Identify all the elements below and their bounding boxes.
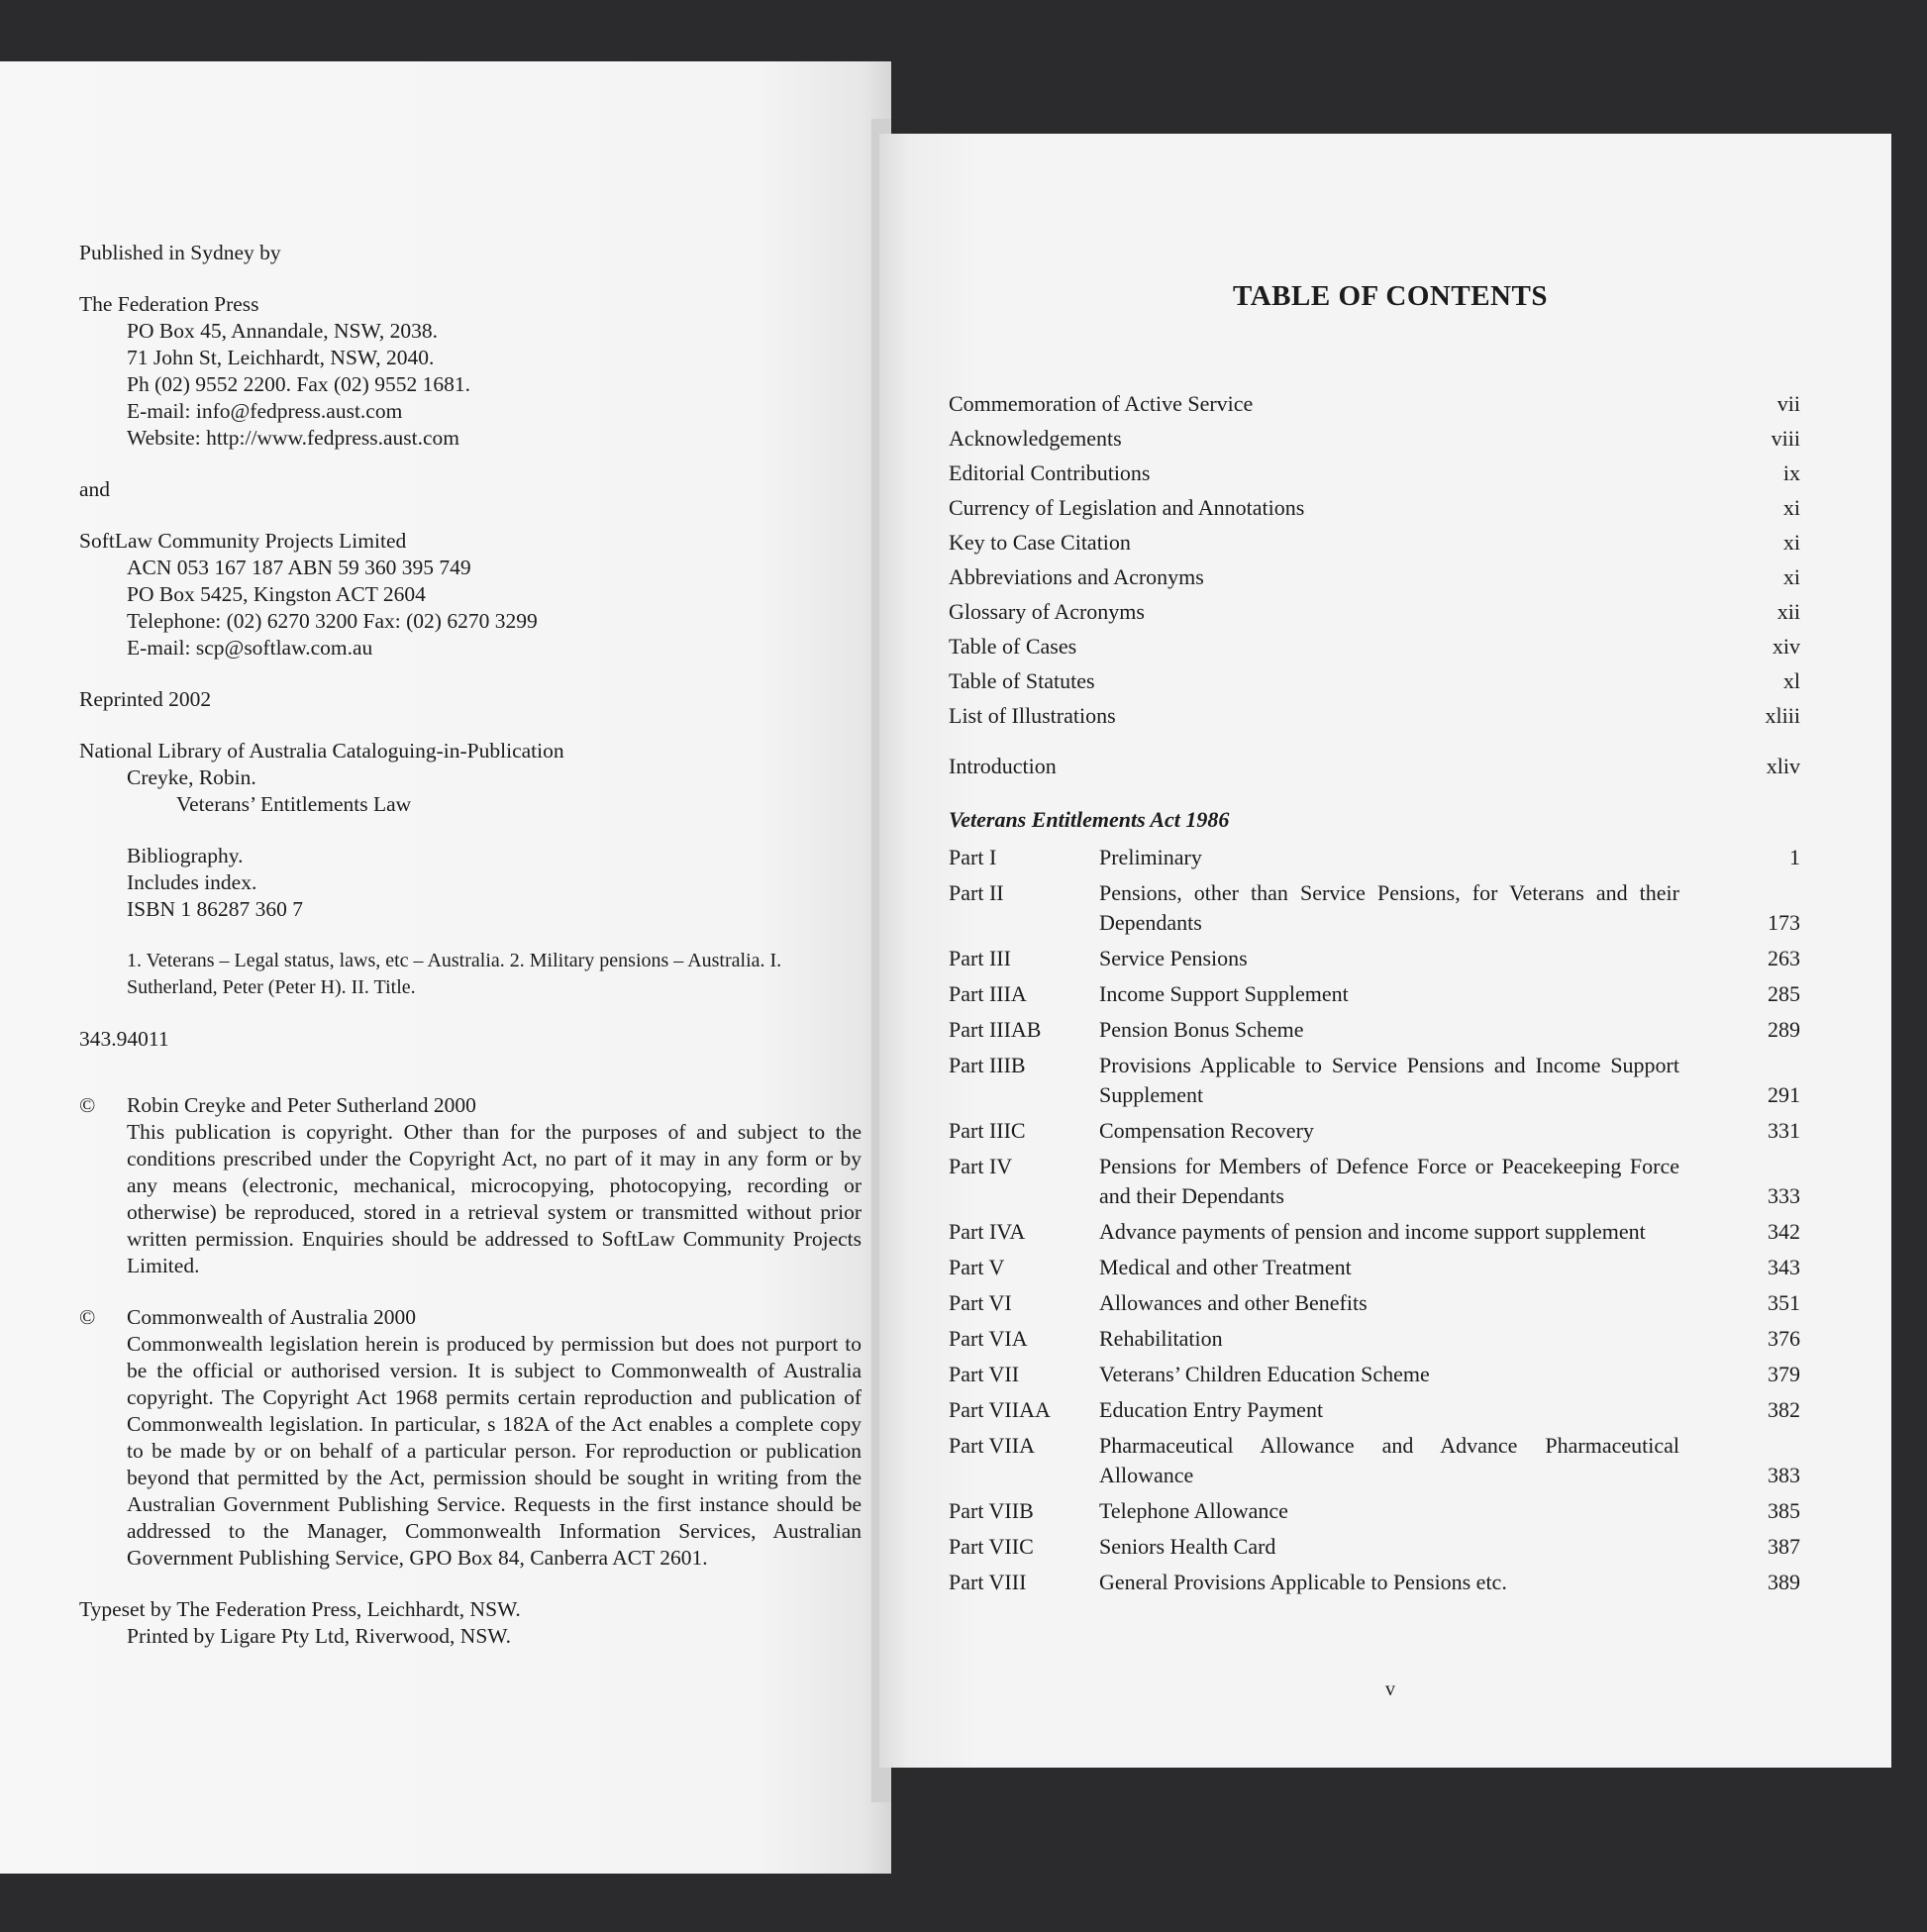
publisher-2-line: Telephone: (02) 6270 3200 Fax: (02) 6270 3299 xyxy=(127,609,538,633)
part-entry-title: Provisions Applicable to Service Pensions and Income Support Supplement xyxy=(1099,1053,1679,1107)
part-entry xyxy=(949,1532,1800,1562)
part-entry-title: General Provisions Applicable to Pensions etc. xyxy=(1099,1570,1507,1594)
parts-list xyxy=(949,843,1800,1603)
toc-entry xyxy=(949,490,1800,525)
cip-note: ISBN 1 86287 360 7 xyxy=(127,897,303,921)
copyright-symbol: © xyxy=(79,1093,96,1117)
part-entry xyxy=(949,944,1800,973)
part-entry-part: Part VII xyxy=(949,1362,1020,1386)
part-entry-page: 376 xyxy=(1768,1326,1800,1351)
part-entry-page: 342 xyxy=(1768,1219,1800,1244)
right-page xyxy=(879,134,1891,1768)
toc-entry-title: Currency of Legislation and Annotations xyxy=(949,495,1305,520)
part-entry-page: 289 xyxy=(1768,1017,1800,1042)
toc-entry-title: Table of Statutes xyxy=(949,668,1095,693)
part-entry xyxy=(949,1116,1800,1146)
part-entry-page: 291 xyxy=(1768,1082,1800,1107)
toc-entry-title: Key to Case Citation xyxy=(949,530,1131,555)
cip-note: Bibliography. xyxy=(127,844,244,867)
part-entry-part: Part VIIA xyxy=(949,1433,1035,1458)
publisher-2-line: E-mail: scp@softlaw.com.au xyxy=(127,636,373,660)
cip-block xyxy=(79,738,862,818)
part-entry xyxy=(949,1288,1800,1318)
copyright-symbol: © xyxy=(79,1305,96,1329)
part-entry xyxy=(949,1360,1800,1389)
printed-line: Printed by Ligare Pty Ltd, Riverwood, NSW. xyxy=(127,1624,511,1648)
publisher-1-line: E-mail: info@fedpress.aust.com xyxy=(127,399,403,423)
cip-subjects: 1. Veterans – Legal status, laws, etc – Australia. 2. Military pensions – Australia. I. Sutherland, Peter (Peter H). II. Title. xyxy=(127,950,782,998)
toc-entry-page: xi xyxy=(1782,530,1800,555)
part-entry-page: 285 xyxy=(1768,981,1800,1006)
part-entry-page: 389 xyxy=(1768,1570,1800,1594)
part-entry-title: Preliminary xyxy=(1099,845,1202,869)
toc-entry-title: Glossary of Acronyms xyxy=(949,599,1145,624)
part-entry xyxy=(949,1051,1800,1110)
part-entry-page: 383 xyxy=(1768,1463,1800,1487)
toc-entry xyxy=(949,525,1800,559)
part-entry-title: Pension Bonus Scheme xyxy=(1099,1017,1304,1042)
part-entry-part: Part V xyxy=(949,1255,1005,1279)
toc-entry-page: xliv xyxy=(1766,754,1800,778)
cip-note: Includes index. xyxy=(127,870,257,894)
toc-entry-title: Introduction xyxy=(949,754,1057,778)
cip-classification: 343.94011 xyxy=(79,1027,169,1051)
part-entry xyxy=(949,1015,1800,1045)
toc-title: TABLE OF CONTENTS xyxy=(1233,280,1548,312)
part-entry xyxy=(949,1217,1800,1247)
part-entry xyxy=(949,878,1800,938)
part-entry-page: 387 xyxy=(1768,1534,1800,1559)
part-entry-title: Pharmaceutical Allowance and Advance Pharmaceutical Allowance xyxy=(1099,1433,1679,1487)
part-entry-part: Part IIIAB xyxy=(949,1017,1042,1042)
toc-list xyxy=(949,386,1800,783)
toc-entry-page: xi xyxy=(1782,564,1800,589)
published-by: Published in Sydney by xyxy=(79,241,281,264)
publisher-2-line: PO Box 5425, Kingston ACT 2604 xyxy=(127,582,426,606)
toc-entry xyxy=(949,456,1800,490)
part-entry-title: Telephone Allowance xyxy=(1099,1498,1288,1523)
copyright-2-text: Commonwealth legislation herein is produced by permission but does not purport to be the official or authorised version. It is subject to Commonwealth of Australia copyright. The Copyright Act 1968 permits certain reproduction and publication of Commonwealth legislation. In particular, s 182A of the Act enables a complete copy to be made by or on behalf of a particular person. For reproduction or publication beyond that permitted by the Act, permission should be sought in writing from the Australian Government Publishing Service. Requests in the first instance should be addressed to the Manager, Commonwealth Information Services, Australian Government Publishing Service, GPO Box 84, Canberra ACT 2601. xyxy=(127,1332,862,1570)
part-entry xyxy=(949,1496,1800,1526)
part-entry-title: Pensions for Members of Defence Force or Peacekeeping Force and their Dependants xyxy=(1099,1154,1679,1208)
part-entry-part: Part IV xyxy=(949,1154,1013,1178)
toc-entry-title: Editorial Contributions xyxy=(949,460,1151,485)
part-entry xyxy=(949,1568,1800,1597)
toc-entry xyxy=(949,386,1800,421)
part-entry xyxy=(949,843,1800,872)
publisher-2-name: SoftLaw Community Projects Limited xyxy=(79,529,407,553)
part-entry-part: Part III xyxy=(949,946,1011,970)
part-entry-title: Education Entry Payment xyxy=(1099,1397,1324,1422)
part-entry-title: Seniors Health Card xyxy=(1099,1534,1276,1559)
part-entry xyxy=(949,1324,1800,1354)
copyright-2-holder: Commonwealth of Australia 2000 xyxy=(127,1305,417,1329)
cip-title: Veterans’ Entitlements Law xyxy=(176,792,412,816)
toc-entry-title: Commemoration of Active Service xyxy=(949,391,1254,416)
copyright-1 xyxy=(79,1092,862,1279)
part-entry-title: Income Support Supplement xyxy=(1099,981,1349,1006)
typeset-block xyxy=(79,1596,862,1650)
part-entry xyxy=(949,1152,1800,1211)
toc-entry xyxy=(949,629,1800,663)
part-entry xyxy=(949,1431,1800,1490)
toc-entry-page: vii xyxy=(1776,391,1800,416)
part-entry-part: Part VI xyxy=(949,1290,1012,1315)
publisher-1-line: Ph (02) 9552 2200. Fax (02) 9552 1681. xyxy=(127,372,470,396)
part-entry-title: Medical and other Treatment xyxy=(1099,1255,1352,1279)
toc-entry xyxy=(949,698,1800,733)
copyright-2 xyxy=(79,1304,862,1572)
publisher-1-line: Website: http://www.fedpress.aust.com xyxy=(127,426,460,450)
part-entry-part: Part VIIB xyxy=(949,1498,1034,1523)
part-entry-page: 1 xyxy=(1789,845,1800,869)
part-entry-page: 343 xyxy=(1768,1255,1800,1279)
part-entry-part: Part VIIAA xyxy=(949,1397,1051,1422)
part-entry xyxy=(949,1253,1800,1282)
part-entry-page: 382 xyxy=(1768,1397,1800,1422)
typeset-line: Typeset by The Federation Press, Leichhardt, NSW. xyxy=(79,1597,521,1621)
toc-entry-title: Abbreviations and Acronyms xyxy=(949,564,1204,589)
publisher-1-line: PO Box 45, Annandale, NSW, 2038. xyxy=(127,319,438,343)
page-number: v xyxy=(1385,1678,1395,1700)
toc-entry xyxy=(949,594,1800,629)
toc-entry xyxy=(949,749,1800,783)
part-entry-title: Veterans’ Children Education Scheme xyxy=(1099,1362,1430,1386)
part-entry-part: Part VIII xyxy=(949,1570,1027,1594)
left-page xyxy=(0,61,891,1874)
part-entry-part: Part VIA xyxy=(949,1326,1028,1351)
toc-entry-page: xiv xyxy=(1772,634,1800,659)
toc-entry-page: ix xyxy=(1782,460,1800,485)
part-entry-title: Advance payments of pension and income support supplement xyxy=(1099,1219,1646,1244)
toc-entry-page: xi xyxy=(1782,495,1800,520)
part-entry-title: Service Pensions xyxy=(1099,946,1248,970)
toc-entry-page: xii xyxy=(1776,599,1800,624)
toc-entry xyxy=(949,421,1800,456)
part-entry-title: Rehabilitation xyxy=(1099,1326,1223,1351)
part-entry-page: 331 xyxy=(1768,1118,1800,1143)
publisher-1-line: 71 John St, Leichhardt, NSW, 2040. xyxy=(127,346,435,369)
publisher-1-name: The Federation Press xyxy=(79,292,259,316)
reprinted: Reprinted 2002 xyxy=(79,687,212,711)
part-entry-page: 333 xyxy=(1768,1183,1800,1208)
part-entry-page: 385 xyxy=(1768,1498,1800,1523)
part-entry xyxy=(949,979,1800,1009)
part-entry-title: Allowances and other Benefits xyxy=(1099,1290,1368,1315)
toc-entry-title: Table of Cases xyxy=(949,634,1077,659)
toc-entry-page: xliii xyxy=(1765,703,1800,728)
toc-entry xyxy=(949,559,1800,594)
publisher-2-line: ACN 053 167 187 ABN 59 360 395 749 xyxy=(127,556,471,579)
part-entry-title: Compensation Recovery xyxy=(1099,1118,1314,1143)
part-entry-page: 351 xyxy=(1768,1290,1800,1315)
part-entry-part: Part II xyxy=(949,880,1004,905)
part-entry-part: Part IVA xyxy=(949,1219,1026,1244)
imprint-text xyxy=(79,240,862,1675)
part-entry-page: 173 xyxy=(1768,910,1800,935)
part-entry-part: Part IIIB xyxy=(949,1053,1026,1077)
part-entry xyxy=(949,1395,1800,1425)
cip-author: Creyke, Robin. xyxy=(127,765,256,789)
copyright-1-holder: Robin Creyke and Peter Sutherland 2000 xyxy=(127,1093,476,1117)
toc-entry-title: List of Illustrations xyxy=(949,703,1116,728)
part-entry-part: Part VIIC xyxy=(949,1534,1034,1559)
copyright-1-text: This publication is copyright. Other than for the purposes of and subject to the conditions prescribed under the Copyright Act, no part of it may in any form or by any means (electronic, mechanical, microcopying, photocopying, recording or otherwise) be reproduced, stored in a retrieval system or transmitted without prior written permission. Enquiries should be addressed to SoftLaw Community Projects Limited. xyxy=(127,1120,862,1277)
publisher-2 xyxy=(79,528,862,661)
part-entry-part: Part I xyxy=(949,845,997,869)
cip-notes xyxy=(79,843,862,923)
toc-entry-page: xl xyxy=(1782,668,1800,693)
toc-entry-page: viii xyxy=(1771,426,1800,451)
toc-entry xyxy=(949,663,1800,698)
and-text: and xyxy=(79,477,111,501)
part-entry-part: Part IIIC xyxy=(949,1118,1026,1143)
toc-entry-title: Acknowledgements xyxy=(949,426,1122,451)
part-entry-page: 263 xyxy=(1768,946,1800,970)
part-entry-page: 379 xyxy=(1768,1362,1800,1386)
part-entry-part: Part IIIA xyxy=(949,981,1027,1006)
cip-heading: National Library of Australia Cataloguing-in-Publication xyxy=(79,739,564,763)
part-entry-title: Pensions, other than Service Pensions, for Veterans and their Dependants xyxy=(1099,880,1679,935)
act-title: Veterans Entitlements Act 1986 xyxy=(949,807,1230,832)
publisher-1 xyxy=(79,291,862,452)
